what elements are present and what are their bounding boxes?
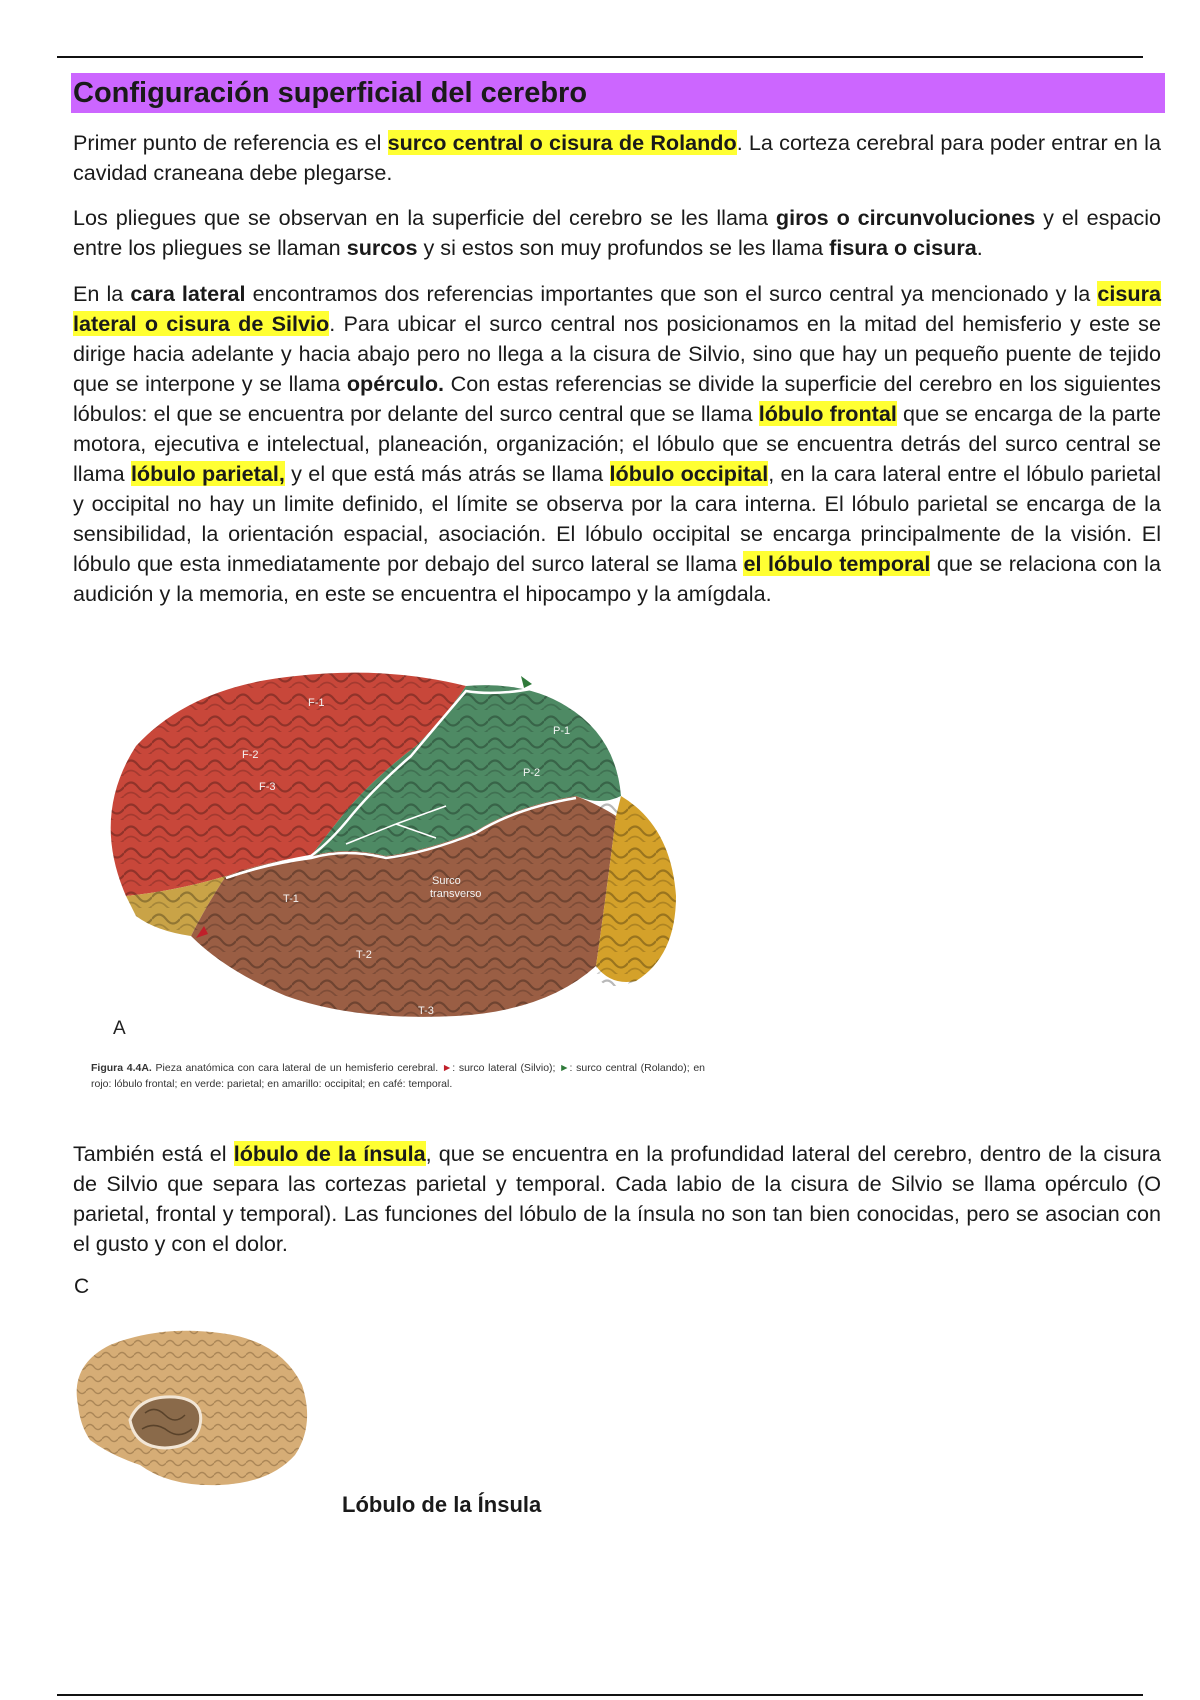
label-p1: P-1 [553,725,571,737]
label-t2: T-2 [356,949,372,961]
highlight-lobulo-insula: lóbulo de la ínsula [233,1141,426,1166]
bold-giros: giros o circunvoluciones [775,205,1036,230]
text-run: . [976,235,983,260]
text-run: encontramos dos referencias importantes que son el surco central ya mencionado y la [245,281,1098,306]
caption-text: Pieza anatómica con cara lateral de un hemisferio cerebral. [151,1062,442,1074]
red-arrow-icon: ► [441,1062,453,1074]
text-run: y si estos son muy profundos se les llama [417,235,830,260]
text-run: que se relaciona con la audición y la memoria, en este se encuentra el hipocampo y la amígdala. [73,551,1161,606]
highlight-lobulo-parietal: lóbulo parietal, [130,461,285,486]
text-run: y el que está más atrás se llama [284,461,610,486]
text-run: Primer punto de referencia es el [73,130,388,155]
label-p2: P-2 [523,767,541,779]
highlight-lobulo-occipital: lóbulo occipital [609,461,769,486]
panel-a-letter: A [113,1018,126,1039]
caption-text: : surco central (Rolando); en rojo: lóbulo frontal; en verde: parietal; en amarillo: occipital; en café: temporal. [91,1062,705,1090]
text-run: Con estas referencias se divide la superficie del cerebro en los siguientes lóbulos: el que se encuentra por delante del surco central que se llama [73,371,1161,426]
text-run: que se encarga de la parte motora, ejecutiva e intelectual, planeación, organización; el lóbulo que se encuentra detrás del surco central se llama [73,401,1161,486]
highlight-surco-central: surco central o cisura de Rolando [387,130,737,155]
panel-c-letter: C [74,1275,90,1298]
text-run: Los pliegues que se observan en la superficie del cerebro se les llama [73,205,776,230]
brain-lateral-figure [96,666,696,1046]
highlight-lobulo-frontal: lóbulo frontal [758,401,897,426]
label-f2: F-2 [242,749,259,761]
label-surco: Surco [432,875,461,887]
paragraph-3 [73,279,1161,609]
highlight-cisura-silvio: cisura lateral o cisura de Silvio [73,281,1161,336]
label-transverso: transverso [430,888,482,900]
top-rule [57,56,1143,58]
caption-text: : surco lateral (Silvio); [452,1062,560,1074]
bottom-rule [57,1694,1143,1696]
bold-cara-lateral: cara lateral [130,281,246,306]
text-run: y el espacio entre los pliegues se llaman [73,205,1162,260]
insula-region [130,1397,201,1448]
paragraph-2 [73,203,1161,263]
insula-caption: Lóbulo de la Ínsula [342,1492,542,1517]
gyri-texture [111,673,676,1017]
label-f1: F-1 [308,697,325,709]
bold-fisura: fisura o cisura [829,235,977,260]
text-run: . La corteza cerebral para poder entrar en la cavidad craneana debe plegarse. [73,130,1161,185]
text-run: En la [73,281,131,306]
green-arrow-icon: ► [559,1062,570,1074]
brain-insula-figure [70,1325,315,1490]
highlight-lobulo-temporal: el lóbulo temporal [743,551,931,576]
paragraph-1 [73,128,1161,188]
figure-caption [91,1060,705,1092]
section-heading: Configuración superficial del cerebro [71,73,1165,113]
label-t1: T-1 [283,893,299,905]
text-run: . Para ubicar el surco central nos posicionamos en la mitad del hemisferio y este se dirige hacia adelante y hacia abajo pero no llega a la cisura de Silvio, sino que hay un pequeño puente de tejido que se interpone y se llama [73,311,1161,396]
text-run: También está el [73,1141,234,1166]
bold-surcos: surcos [346,235,418,260]
label-f3: F-3 [259,781,276,793]
text-run: , que se encuentra en la profundidad lateral del cerebro, dentro de la cisura de Silvio que separa las cortezas parietal y temporal. Cada labio de la cisura de Silvio se llama opérculo (O parietal, frontal y temporal). Las funciones del lóbulo de la ínsula no son tan bien conocidas, pero se asocian con el gusto y con el dolor. [73,1141,1161,1256]
paragraph-4 [73,1139,1161,1259]
text-run: , en la cara lateral entre el lóbulo parietal y occipital no hay un limite definido, el límite se observa por la cara interna. El lóbulo parietal se encarga de la sensibilidad, la orientación espacial, asociación. El lóbulo occipital se encarga principalmente de la visión. El lóbulo que esta inmediatamente por debajo del surco lateral se llama [73,461,1161,576]
caption-figure-number: Figura 4.4A. [91,1062,152,1074]
label-t3: T-3 [418,1005,434,1017]
bold-operculo: opérculo. [346,371,445,396]
green-arrow-marker [521,676,532,688]
